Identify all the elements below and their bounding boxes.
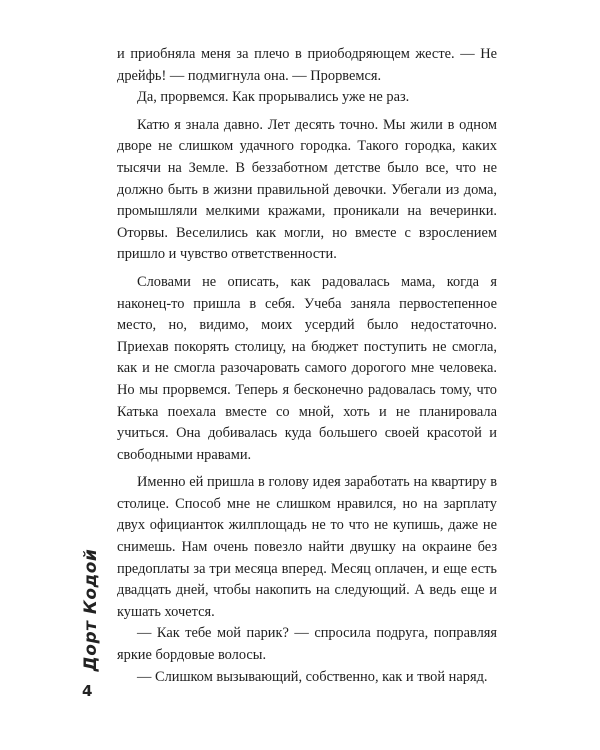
- paragraph: Именно ей пришла в голову идея заработать на квартиру в столице. Способ мне не слишком нравился, но на зарплату двух официанток жилплощадь не то что не купишь, даже не снимешь. Нам очень повезло найти двушку на окраине без предоплаты за три месяца вперед. Месяц оплачен, и еще есть двадцать дней, чтобы накопить на следующий. А ведь еще и кушать хочется.: [117, 474, 497, 620]
- paragraph: Да, прорвемся. Как прорывались уже не раз.: [137, 89, 410, 106]
- paragraph: — Как тебе мой парик? — спросила подруга, поправляя яркие бордовые волосы.: [117, 625, 497, 664]
- paragraph: и приобняла меня за плечо в приободряющем жесте. — Не дрейфь! — подмигнула она. — Прорвемся.: [117, 46, 497, 84]
- author-signature: [76, 545, 106, 675]
- author-signature-text: Дорт Кодой: [81, 548, 101, 672]
- paragraph: — Слишком вызывающий, собственно, как и твой наряд.: [137, 668, 488, 685]
- paragraph: Катю я знала давно. Лет десять точно. Мы жили в одном дворе не слишком удачного городка. Такого городка, каких тысячи на Земле. В беззаботном детстве было все, что не должно быть в жизни правильной девочки. Убегали из дома, промышляли мелкими кражами, проникали на вечеринки. Оторвы. Веселились как могли, но вместе с взрослением пришло и чувство ответственности.: [117, 116, 497, 263]
- page-number: 4: [82, 682, 93, 700]
- page-body-text: [117, 44, 497, 688]
- paragraph: Словами не описать, как радовалась мама, когда я наконец-то пришла в себя. Учеба заняла первостепенное место, но, видимо, моих усердий было недостаточно. Приехав покорять столицу, на бюджет поступить не смогла, как и не смогла разочаровать самого дорогого мне человека. Но мы прорвемся. Теперь я бесконечно радовалась тому, что Катька поехала вместе со мной, хоть и не планировала учиться. Она добивалась куда большего своей красотой и свободными нравами.: [117, 273, 497, 463]
